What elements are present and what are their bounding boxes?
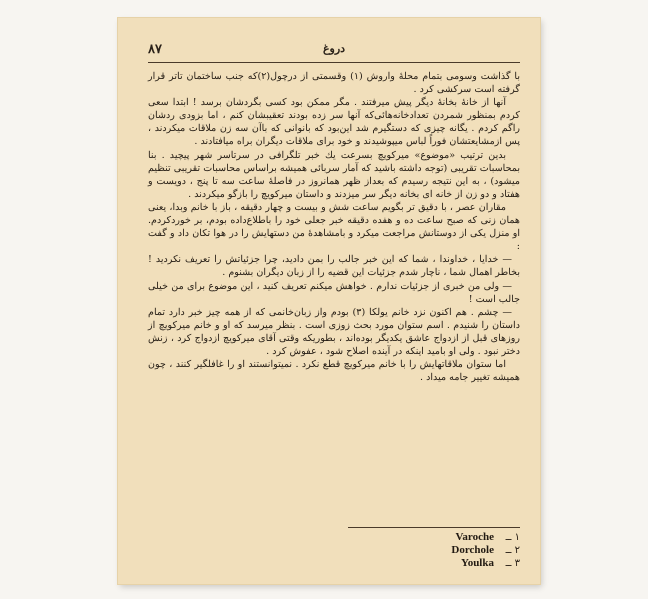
footnote-number: ۱ ــ (505, 532, 520, 543)
footnote (340, 557, 520, 570)
book-page (118, 18, 540, 584)
body-text (148, 70, 520, 384)
footnote-rule (348, 527, 520, 528)
footnote-name: Youlka (460, 557, 494, 569)
footnote-number: ۲ ــ (505, 545, 520, 556)
dialogue-line: — ولی من خبری از جزئیات ندارم . خواهش میکنم تعریف کنید ، این موضوع برای من خیلی جالب است ! (148, 280, 520, 305)
footnotes (340, 531, 520, 570)
dialogue-line: — چشم . هم اکنون نزد خانم یولکا (۳) بودم واز زبان‌خانمی که از همه چیز خبر دارد تمام داستان را شنیدم . اسم ستوان مورد بحث زوزی است . بنظر میرسد که او و خانم میرکویچ از روزهای قبل از ازدواج عاشق یکدیگر بوده‌اند ، بطوریکه وقتی آقای میرکویچ ازدواج کرد ، زنش دختر نبود . ولی او بامید اینکه در آینده اصلاح شود ، عفوش کرد . (148, 306, 520, 357)
running-title: دروغ (322, 42, 346, 55)
footnote (340, 544, 520, 557)
paragraph: آنها از خانهٔ بخانهٔ دیگر پیش میرفتند . مگر ممکن بود کسی بگردشان برسد ! ابتدا سعی کردم بمنظور شمردن تعدادخانه‌هائی‌که آنها سر زده بودند تعقیبشان کنم ، اما بزودی ردشان راگم کردم . یگانه چیزی که دستگیرم شد این‌بود که بانوانی که‌ باآن‌ سه زن ملاقات میکردند ، پس ازمشایعتشان فوراً لباس میپوشیدند و خود برای ملاقات دیگران براه میافتادند . (148, 97, 520, 148)
footnote-name: Varoche (455, 531, 494, 543)
page-number: ۸۷ (148, 42, 162, 57)
paragraph: بدین ترتیب «موضوع» میرکویچ بسرعت یك خبر تلگرافی در سرتاسر شهر پیچید . بنا بمحاسبات تقریبی (توجه داشته باشید که آمار سربائی همیشه براساس محاسبات تقریبی تنظیم میشود) ، به این نتیجه رسیدم که بعداز ظهر همانروز در فاصلهٔ ساعت سه تا پنج ، دویست و هفتاد و دو زن از خانه ای بخانه دیگر سر میزدند و داستان میرکویچ را بازگو میکردند . (148, 149, 520, 200)
footnote-name: Dorchole (451, 544, 494, 556)
paragraph: با گذاشت وسومی بتمام محلهٔ واروش (۱) وقسمتی از درچول(۲)که جنب ساختمان تاتر قرار گرفته است سرکشی کرد . (148, 71, 520, 96)
paragraph: اما ستوان ملاقاتهایش را با خانم میرکویچ قطع نکرد . نمیتوانستند او را غافلگیر کنند ، چون همیشه تغییر جامه میداد . (148, 359, 520, 384)
footnote (340, 531, 520, 544)
page-header (148, 42, 520, 58)
paragraph: مقاران عصر ، با دقیق تر بگویم ساعت شش و بیست و چهار دقیقه ، باز با خانم وبدا، یعنی همان زنی که صبح ساعت ده و هفده دقیقه خبر جعلی خود را باطلاع‌داده بودم، بر خوردکردم. او منزل یکی از دوستانش مراجعت میکرد و بامشاهدهٔ من دستهایش را در هوا تکان داد و گفت : (148, 201, 520, 253)
dialogue-line: — خدایا ، خداوندا ، شما که این خبر جالب را بمن دادید، چرا جزئیاتش را تعریف نکردید ! بخاطر اهمال شما ، ناچار شدم جزئیات این قضیه را از زبان دیگران بشنوم . (148, 254, 520, 279)
footnote-number: ۳ ــ (505, 558, 520, 569)
header-rule (148, 62, 520, 63)
